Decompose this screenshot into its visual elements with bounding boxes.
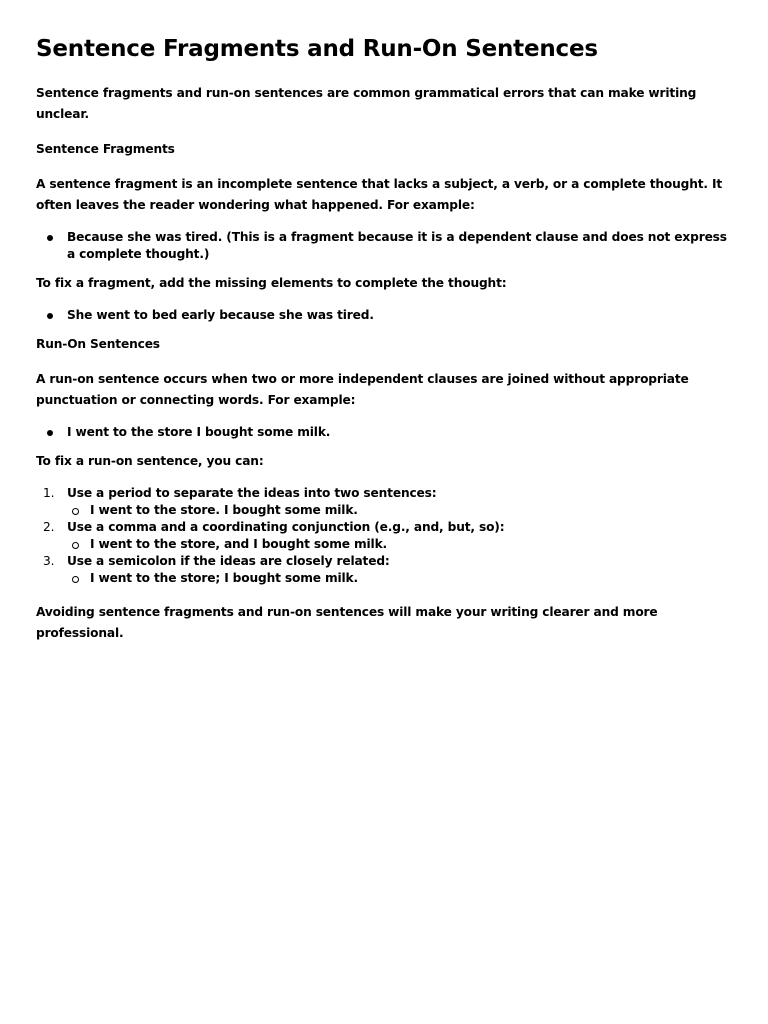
list-item: [36, 553, 732, 587]
runon-fix-list: [36, 485, 732, 587]
circle-bullet-icon: [72, 542, 79, 549]
fix-step-example: I went to the store; I bought some milk.: [90, 571, 358, 585]
runon-example-list: [36, 424, 732, 441]
sub-list-item: [67, 536, 732, 553]
fragment-example-list: [36, 229, 732, 263]
fragment-fix-example: She went to bed early because she was tired.: [67, 308, 374, 322]
runons-definition: A run-on sentence occurs when two or more independent clauses are joined without appropriate punctuation or connecting words. For example:: [36, 372, 689, 407]
circle-bullet-icon: [72, 508, 79, 515]
runons-heading: Run-On Sentences: [36, 337, 160, 351]
fix-step-text: Use a period to separate the ideas into two sentences:: [67, 486, 437, 500]
fix-step-example: I went to the store. I bought some milk.: [90, 503, 358, 517]
list-number: 3.: [43, 554, 55, 568]
fragments-definition: A sentence fragment is an incomplete sentence that lacks a subject, a verb, or a complete thought. It often leaves the reader wondering what happened. For example:: [36, 177, 723, 212]
closing-paragraph: Avoiding sentence fragments and run-on sentences will make your writing clearer and more professional.: [36, 605, 658, 640]
bullet-icon: [47, 313, 53, 319]
list-item: [36, 519, 732, 553]
bullet-icon: [47, 235, 53, 241]
sub-list-item: [67, 502, 732, 519]
list-item: [36, 424, 732, 441]
list-item: [36, 485, 732, 519]
fix-step-text: Use a semicolon if the ideas are closely related:: [67, 554, 390, 568]
fix-step-text: Use a comma and a coordinating conjunction (e.g., and, but, so):: [67, 520, 505, 534]
list-item: [36, 307, 732, 324]
intro-paragraph: Sentence fragments and run-on sentences are common grammatical errors that can make writing unclear.: [36, 86, 697, 121]
fragments-fix-intro: To fix a fragment, add the missing elements to complete the thought:: [36, 276, 507, 290]
list-item: [36, 229, 732, 263]
circle-bullet-icon: [72, 576, 79, 583]
fragment-fix-list: [36, 307, 732, 324]
runon-example: I went to the store I bought some milk.: [67, 425, 331, 439]
fix-step-example: I went to the store, and I bought some milk.: [90, 537, 388, 551]
fragment-example: Because she was tired. (This is a fragment because it is a dependent clause and does not express a complete thought.): [67, 230, 727, 261]
list-number: 1.: [43, 486, 55, 500]
fragments-heading: Sentence Fragments: [36, 142, 175, 156]
bullet-icon: [47, 430, 53, 436]
list-number: 2.: [43, 520, 55, 534]
sub-list-item: [67, 570, 732, 587]
page-title: Sentence Fragments and Run-On Sentences: [36, 36, 598, 62]
runons-fix-intro: To fix a run-on sentence, you can:: [36, 454, 264, 468]
